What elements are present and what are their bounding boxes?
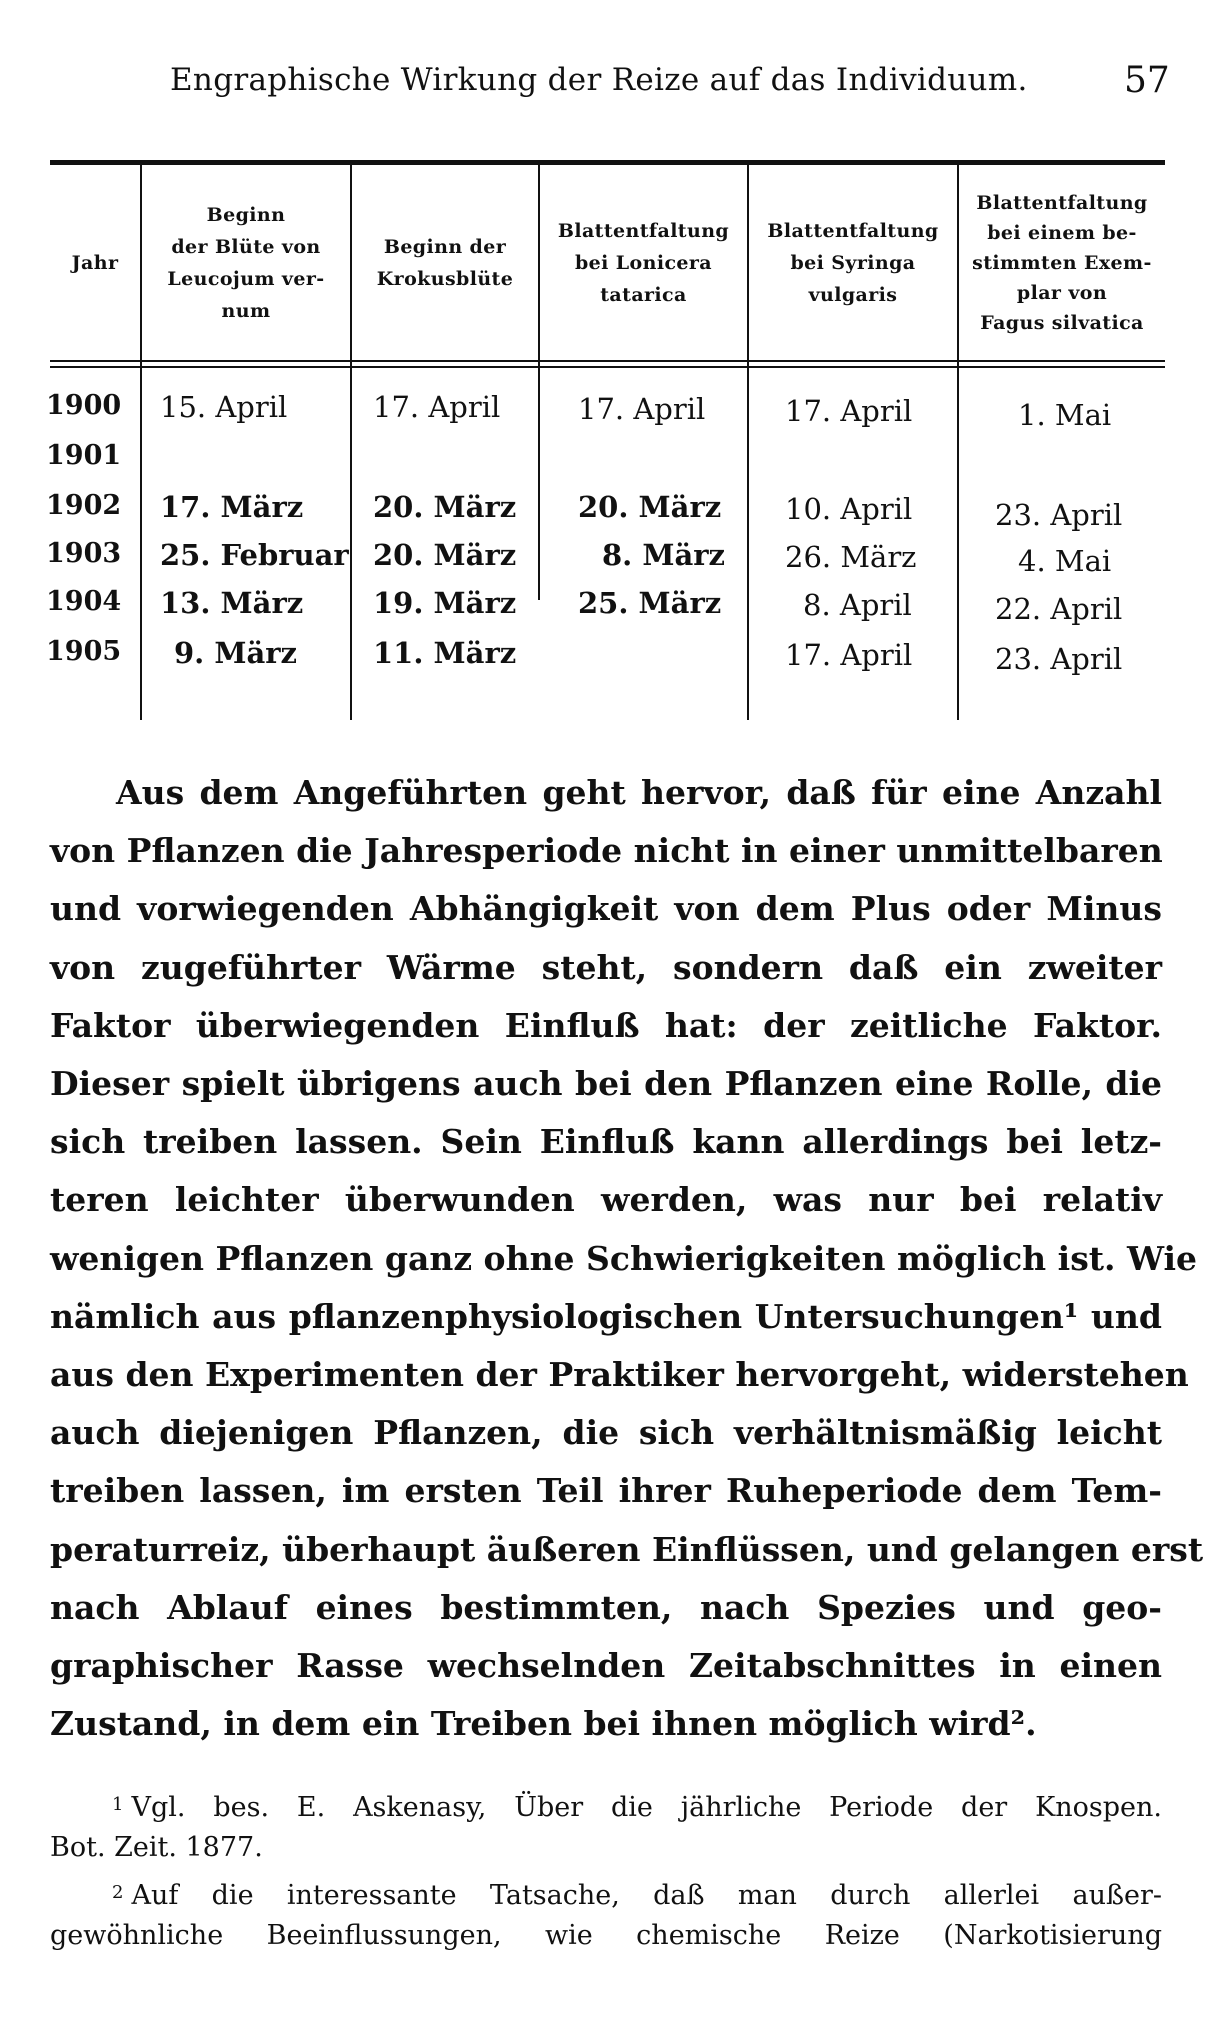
text-line: treiben lassen, im ersten Teil ihrer Ruheperiode dem Tem- [50, 1471, 1162, 1511]
cell-lonicera: 25. März [578, 586, 722, 620]
column-header-fagus: Blattentfaltung bei einem be- stimmten Exem- plar von Fagus silvatica [972, 192, 1152, 334]
cell-fagus: 22. April [995, 592, 1123, 626]
text-line: peraturreiz, überhaupt äußeren Einflüssen, und gelangen erst [50, 1529, 1204, 1569]
cell-leucojum: 13. März [160, 586, 304, 620]
cell-krokus: 19. März [373, 586, 517, 620]
cell-syringa: 10. April [785, 492, 913, 526]
cell-fagus: 1. Mai [1018, 398, 1112, 432]
page-number: 57 [1124, 60, 1170, 101]
text-line: von zugeführter Wärme steht, sondern daß ein zweiter [50, 947, 1162, 987]
text-line: Zustand, in dem ein Treiben bei ihnen möglich wird². [50, 1704, 1037, 1744]
footnote-mark: 2 [112, 1882, 124, 1903]
phenology-table [46, 160, 1165, 720]
cell-krokus: 20. März [373, 490, 517, 524]
cell-leucojum: 15. April [160, 390, 288, 424]
text-line: nämlich aus pflanzenphysiologischen Untersuchungen¹ und [50, 1296, 1162, 1336]
text-line: aus den Experimenten der Praktiker hervorgeht, widerstehen [50, 1355, 1189, 1395]
text-line: und vorwiegenden Abhängigkeit von dem Plus oder Minus [50, 889, 1162, 929]
column-header-syringa: Blattentfaltung bei Syringa vulgaris [767, 220, 939, 306]
text-line: sich treiben lassen. Sein Einfluß kann allerdings bei letz- [50, 1122, 1162, 1162]
cell-krokus: 20. März [373, 538, 517, 572]
cell-syringa: 26. März [785, 540, 917, 574]
table-header-rule [50, 360, 1165, 362]
cell-fagus: 4. Mai [1018, 544, 1112, 578]
footnote-line [50, 1785, 1162, 1828]
text-line: wenigen Pflanzen ganz ohne Schwierigkeiten möglich ist. Wie [50, 1238, 1198, 1278]
cell-syringa: 8. April [803, 588, 912, 622]
row-year: 1905 [46, 636, 122, 667]
table-top-rule [50, 160, 1165, 165]
body-paragraph [50, 764, 1204, 1753]
footnote-line [50, 1873, 1162, 1916]
cell-leucojum: 17. März [160, 490, 304, 524]
cell-leucojum: 25. Februar [160, 538, 349, 572]
row-year: 1903 [46, 538, 122, 569]
table-header-rule-2 [50, 366, 1165, 368]
column-header-jahr: Jahr [71, 252, 119, 274]
text-line: graphischer Rasse wechselnden Zeitabschnittes in einen [50, 1646, 1162, 1686]
cell-fagus: 23. April [995, 498, 1123, 532]
cell-krokus: 17. April [373, 390, 501, 424]
footnote-line: Bot. Zeit. 1877. [50, 1832, 263, 1863]
cell-lonicera: 20. März [578, 490, 722, 524]
cell-syringa: 17. April [785, 394, 913, 428]
cell-syringa: 17. April [785, 638, 913, 672]
column-header-leucojum: Beginn der Blüte von Leucojum ver- num [167, 204, 325, 322]
running-title: Engraphische Wirkung der Reize auf das Individuum. [170, 62, 1028, 98]
cell-fagus: 23. April [995, 642, 1123, 676]
row-year: 1901 [46, 440, 122, 471]
footnote-1 [50, 1785, 1162, 1868]
text-line: Faktor überwiegenden Einfluß hat: der zeitliche Faktor. [50, 1005, 1162, 1045]
column-header-krokus: Beginn der Krokusblüte [376, 236, 514, 290]
footnote-line: gewöhnliche Beeinflussungen, wie chemische Reize (Narkotisierung [50, 1920, 1162, 1951]
text-line: auch diejenigen Pflanzen, die sich verhältnismäßig leicht [50, 1413, 1162, 1453]
footnote-text: Vgl. bes. E. Askenasy, Über die jährliche Periode der Knospen. [131, 1792, 1162, 1823]
row-year: 1904 [46, 586, 122, 617]
column-header-lonicera: Blattentfaltung bei Lonicera tatarica [557, 220, 730, 306]
cell-lonicera: 17. April [578, 392, 706, 426]
cell-krokus: 11. März [373, 636, 517, 670]
footnote-2 [50, 1873, 1162, 1956]
cell-leucojum: 9. März [174, 636, 298, 670]
text-line: nach Ablauf eines bestimmten, nach Spezies und geo- [50, 1587, 1162, 1627]
text-line: von Pflanzen die Jahresperiode nicht in einer unmittelbaren [50, 831, 1163, 871]
row-year: 1902 [46, 490, 122, 521]
footnote-text: Auf die interessante Tatsache, daß man durch allerlei außer- [131, 1880, 1162, 1911]
row-year: 1900 [46, 390, 122, 421]
cell-lonicera: 8. März [602, 538, 726, 572]
text-line: teren leichter überwunden werden, was nur bei relativ [50, 1180, 1162, 1220]
text-line: Aus dem Angeführten geht hervor, daß für eine Anzahl [116, 773, 1162, 812]
footnote-mark: 1 [112, 1794, 124, 1815]
text-line: Dieser spielt übrigens auch bei den Pflanzen eine Rolle, die [50, 1064, 1162, 1104]
